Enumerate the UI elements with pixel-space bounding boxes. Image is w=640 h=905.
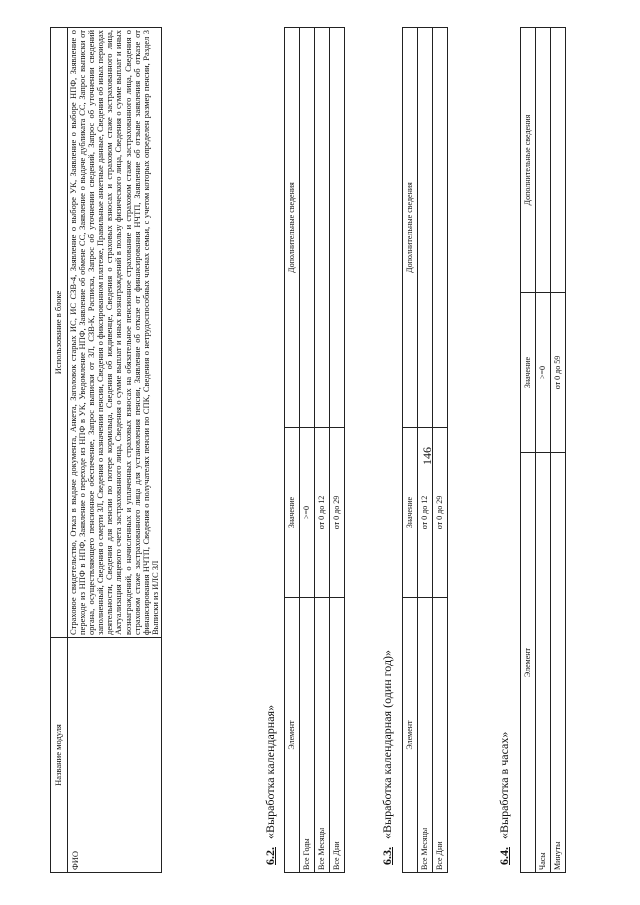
section-heading-6-3 (380, 650, 395, 865)
section-title: «Выработка в часах» (497, 731, 511, 839)
table-row (300, 28, 315, 873)
table-row (68, 28, 162, 873)
table-row (330, 28, 345, 873)
table-row (536, 28, 551, 873)
header-value: Значение (285, 428, 300, 598)
header-usage: Использование в блоке (51, 28, 68, 638)
extra-cell (551, 28, 566, 293)
element-cell: Все Годы (300, 598, 315, 873)
section-heading-6-2 (263, 705, 278, 865)
table-6-3 (402, 27, 448, 873)
table-header-row (521, 28, 536, 873)
header-element: Элемент (521, 453, 536, 873)
value-cell: от 0 до 29 (330, 428, 345, 598)
table-header-row (51, 28, 68, 873)
table-row (551, 28, 566, 873)
table-header-row (403, 28, 418, 873)
header-element: Элемент (403, 598, 418, 873)
extra-cell (300, 28, 315, 428)
module-usage-table (50, 27, 162, 873)
extra-cell (433, 28, 448, 428)
module-name-cell: ФИО (68, 638, 162, 873)
value-cell: от 0 до 12 (418, 428, 433, 598)
page-number: 146 (420, 447, 434, 465)
extra-cell (418, 28, 433, 428)
element-cell: Часы (536, 453, 551, 873)
extra-cell (536, 28, 551, 293)
element-cell: Минуты (551, 453, 566, 873)
table-6-4 (520, 27, 566, 873)
header-module-name: Название модуля (51, 638, 68, 873)
table-6-2 (284, 27, 345, 873)
section-title: «Выработка календарная» (263, 704, 277, 839)
header-value: Значение (403, 428, 418, 598)
value-cell: >=0 (536, 293, 551, 453)
element-cell: Все Дни (330, 598, 345, 873)
section-heading-6-4 (497, 732, 512, 865)
table-row (433, 28, 448, 873)
table-header-row (285, 28, 300, 873)
value-cell: от 0 до 29 (433, 428, 448, 598)
extra-cell (315, 28, 330, 428)
header-value: Значение (521, 293, 536, 453)
value-cell: от 0 до 12 (315, 428, 330, 598)
section-number: 6.3. (380, 847, 394, 865)
table-row (315, 28, 330, 873)
section-number: 6.2. (263, 847, 277, 865)
value-cell: от 0 до 59 (551, 293, 566, 453)
value-cell: >=0 (300, 428, 315, 598)
header-extra: Дополнительные сведения (285, 28, 300, 428)
header-extra: Дополнительные сведения (403, 28, 418, 428)
table-row (418, 28, 433, 873)
header-extra: Дополнительные сведения (521, 28, 536, 293)
element-cell: Все Дни (433, 598, 448, 873)
extra-cell (330, 28, 345, 428)
section-title: «Выработка календарная (один год)» (380, 649, 394, 839)
element-cell: Все Месяцы (418, 598, 433, 873)
section-number: 6.4. (497, 847, 511, 865)
header-element: Элемент (285, 598, 300, 873)
element-cell: Все Месяцы (315, 598, 330, 873)
module-usage-cell: Страховое свидетельство, Отказ в выдаче документа, Анкета, Заголовок старых ИС, ИС СЗВ-4, Заявление о выборе УК, Заявление о выборе НПФ, Заявление о переходе из НПФ в НПФ, Заявление о переходе из НПФ в УК, Уведомление НПФ, Заявление об обмене СС, Заявление о выдаче дубликата СС, Запрос выписки от органа, осуществляющего пенсионное обеспечение, Запрос выписки от ЗЛ, СЗВ-К, Расписка, Запрос об уточнении сведений, Запрос об уточнении сведений заполненный, Сведения о смерти ЗЛ, Сведения о назначении пенсии, Сведения о фиксированном платеже, Правильные анкетные данные, Сведения об иных периодах деятельности, Сведения для пенсии по потере кормильца, Сведения об иждивенце, Сведения о страховых взносах и страховом стаже застрахованного лица, Актуализация лицевого счета застрахованного лица, Сведения о сумме выплат и иных вознаграждений в пользу физического лица, Сведения о сумме выплат и иных вознаграждений, о начисленных и уплаченных страховых взносах на обязательное пенсионное страхование и страховом стаже застрахованного лица, Сведения о страховом стаже застрахованного лица для установления пенсии, Заявление об отказе от финансирования НЧТП, Заявление об отзыве заявления об отказе от финансирования НЧТП, Сведения о получателях пенсии по СПК, Сведения о нетрудоспособных членах семьи, с учетом которых определен размер пенсии, Раздел 3 Выписки из ИЛС ЗЛ (68, 28, 162, 638)
